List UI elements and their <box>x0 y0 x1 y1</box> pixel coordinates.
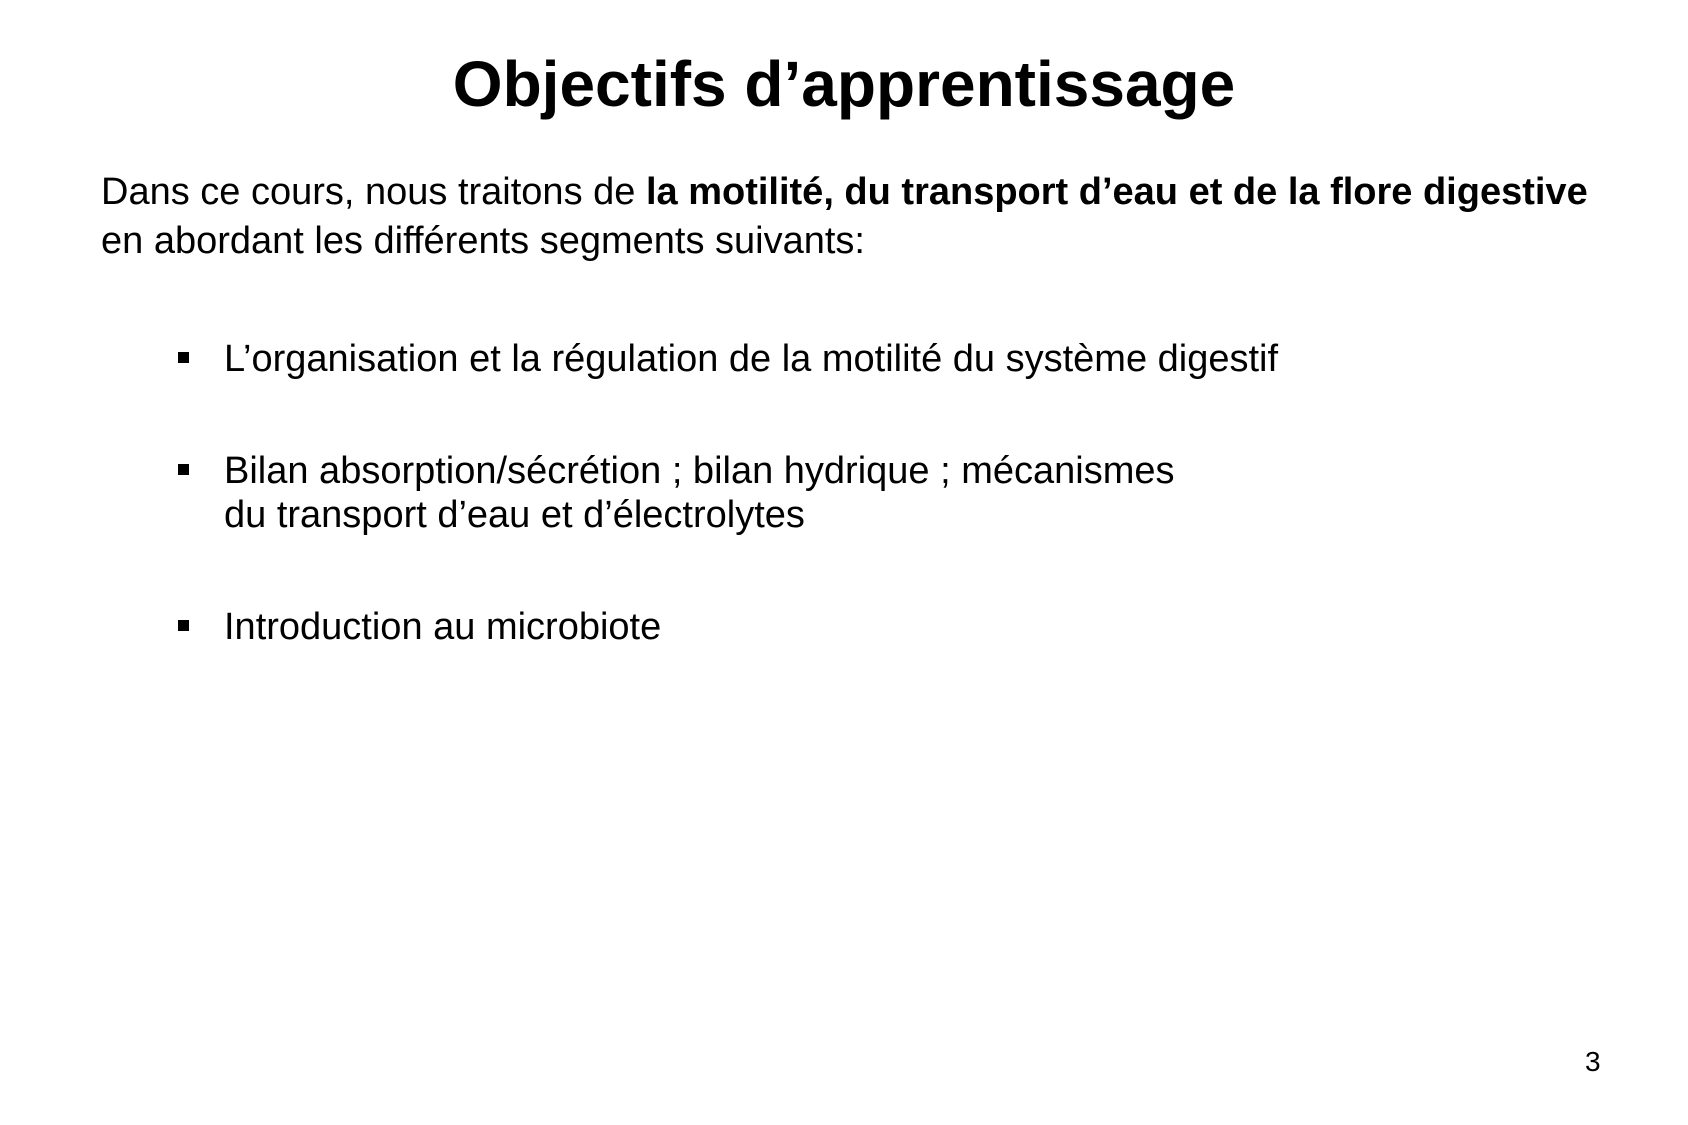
page-number: 3 <box>1585 1046 1601 1077</box>
square-bullet-icon <box>178 620 189 631</box>
square-bullet-icon <box>178 464 189 475</box>
slide-title: Objectifs d’apprentissage <box>452 48 1236 120</box>
square-bullet-icon <box>178 352 189 363</box>
list-item-text: Introduction au microbiote <box>224 606 662 648</box>
intro-paragraph <box>101 168 1601 266</box>
intro-prefix: Dans ce cours, nous traitons de <box>101 171 646 213</box>
list-item-text: L’organisation et la régulation de la motilité du système digestif <box>224 338 1279 380</box>
list-item-text: Bilan absorption/sécrétion ; bilan hydrique ; mécanismes du transport d’eau et d’électrolytes <box>224 450 1175 536</box>
intro-suffix: en abordant les différents segments suivants: <box>101 220 865 262</box>
intro-bold-topic: la motilité, du transport d’eau et de la flore digestive <box>645 171 1588 213</box>
